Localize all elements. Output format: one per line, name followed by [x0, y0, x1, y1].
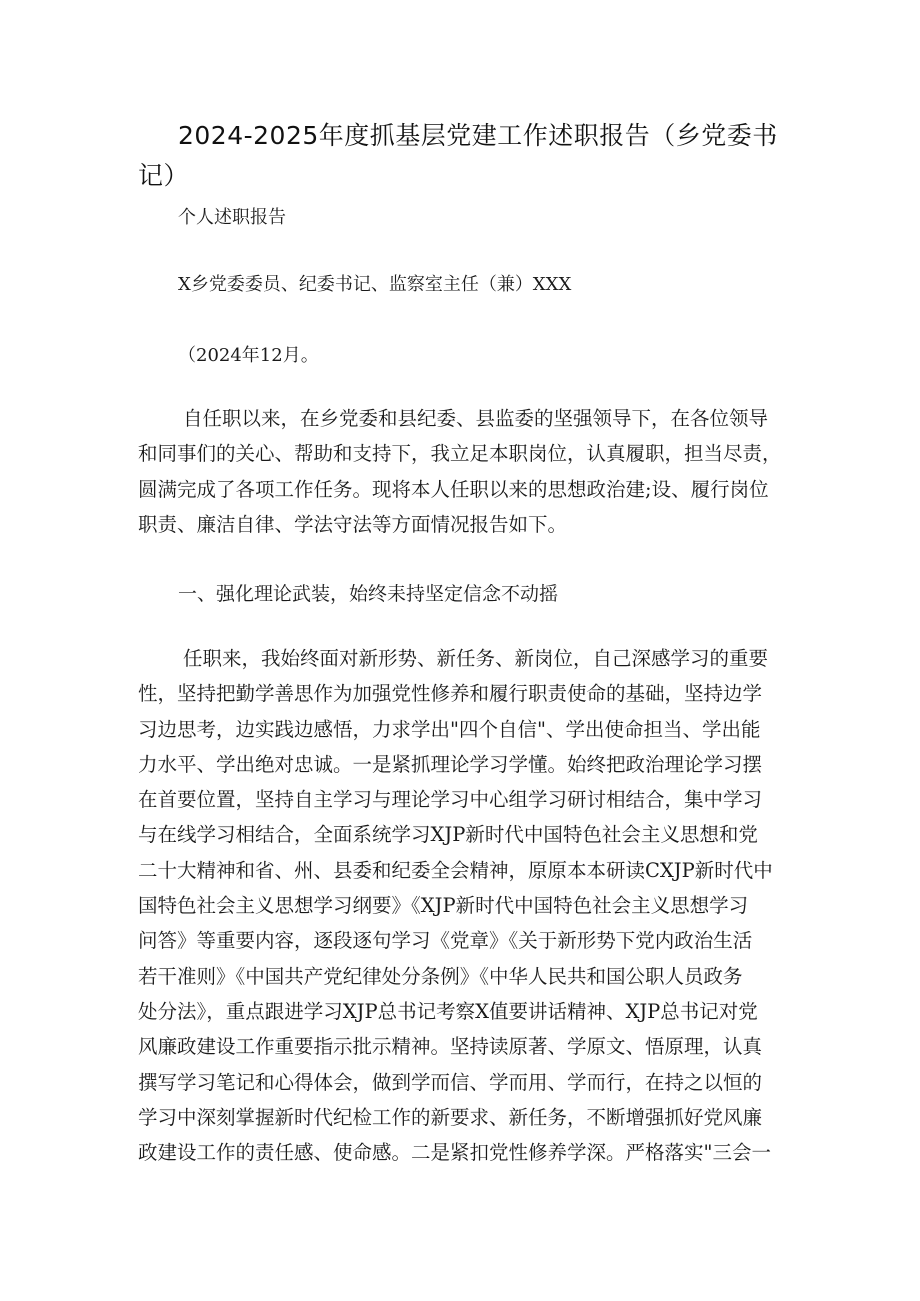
paragraph-line: 政建设工作的责任感、使命感。二是紧扣党性修养学深。严格落实"三会一 [138, 1141, 771, 1165]
paragraph-line: 自任职以来，在乡党委和县纪委、县监委的坚强领导下，在各位领导 [183, 407, 769, 430]
paragraph-line: 圆满完成了各项工作任务。现将本人任职以来的思想政治建;设、履行岗位 [138, 477, 769, 501]
date-line: （2024年12月。 [178, 345, 319, 366]
paragraph-line: 习边思考，边实践边感悟，力求学出"四个自信"、学出使命担当、学出能 [138, 717, 761, 741]
paragraph-intro [138, 401, 798, 542]
paragraph-line: 若干准则》《中国共产党纪律处分条例》《中华人民共和国公职人员政务 [138, 964, 743, 988]
paragraph-line: 职责、廉洁自律、学法守法等方面情况报告如下。 [138, 512, 568, 536]
paragraph-line: 性，坚持把勤学善思作为加强党性修养和履行职责使命的基础，坚持边学 [138, 682, 763, 706]
paragraph-line: 风廉政建设工作重要指示批示精神。坚持读原著、学原文、悟原理，认真 [138, 1035, 763, 1059]
paragraph-line: 学习中深刻掌握新时代纪检工作的新要求、新任务，不断增强抓好党风廉 [138, 1105, 763, 1129]
paragraph-line: 国特色社会主义思想学习纲要》《XJP新时代中国特色社会主义思想学习 [138, 894, 749, 918]
paragraph-line: 在首要位置，坚持自主学习与理论学习中心组学习研讨相结合，集中学习 [138, 788, 763, 812]
paragraph-line: 撰写学习笔记和心得体会，做到学而信、学而用、学而行，在持之以恒的 [138, 1070, 763, 1094]
paragraph-line: 问答》等重要内容，逐段逐句学习《党章》《关于新形势下党内政治生活 [138, 929, 753, 953]
document-subtitle: 个人述职报告 [178, 207, 286, 228]
paragraph-theory-study [138, 641, 798, 1170]
document-title-line-1: 2024-2025年度抓基层党建工作述职报告（乡党委书 [178, 121, 778, 150]
section-heading-1: 一、强化理论武装，始终耒持坚定信念不动摇 [178, 583, 559, 605]
paragraph-line: 力水平、学出绝对忠诚。一是紧抓理论学习学懂。始终把政治理论学习摆 [138, 752, 763, 776]
paragraph-line: 与在线学习相结合，全面系统学习XJP新时代中国特色社会主义思想和党 [138, 823, 758, 847]
paragraph-line: 任职来，我始终面对新形势、新任务、新岗位，自己深感学习的重要 [183, 647, 769, 670]
paragraph-line: 二十大精神和省、州、县委和纪委全会精神，原原本本研读CXJP新时代中 [138, 858, 773, 882]
document-title-line-2: 记） [138, 161, 190, 190]
paragraph-line: 和同事们的关心、帮助和支持下，我立足本职岗位，认真履职，担当尽责， [138, 442, 782, 466]
paragraph-line: 处分法》，重点跟进学习XJP总书记考察X值要讲话精神、XJP总书记对党 [138, 999, 758, 1023]
author-line: X乡党委委员、纪委书记、监察室主任（兼）XXX [178, 274, 572, 295]
